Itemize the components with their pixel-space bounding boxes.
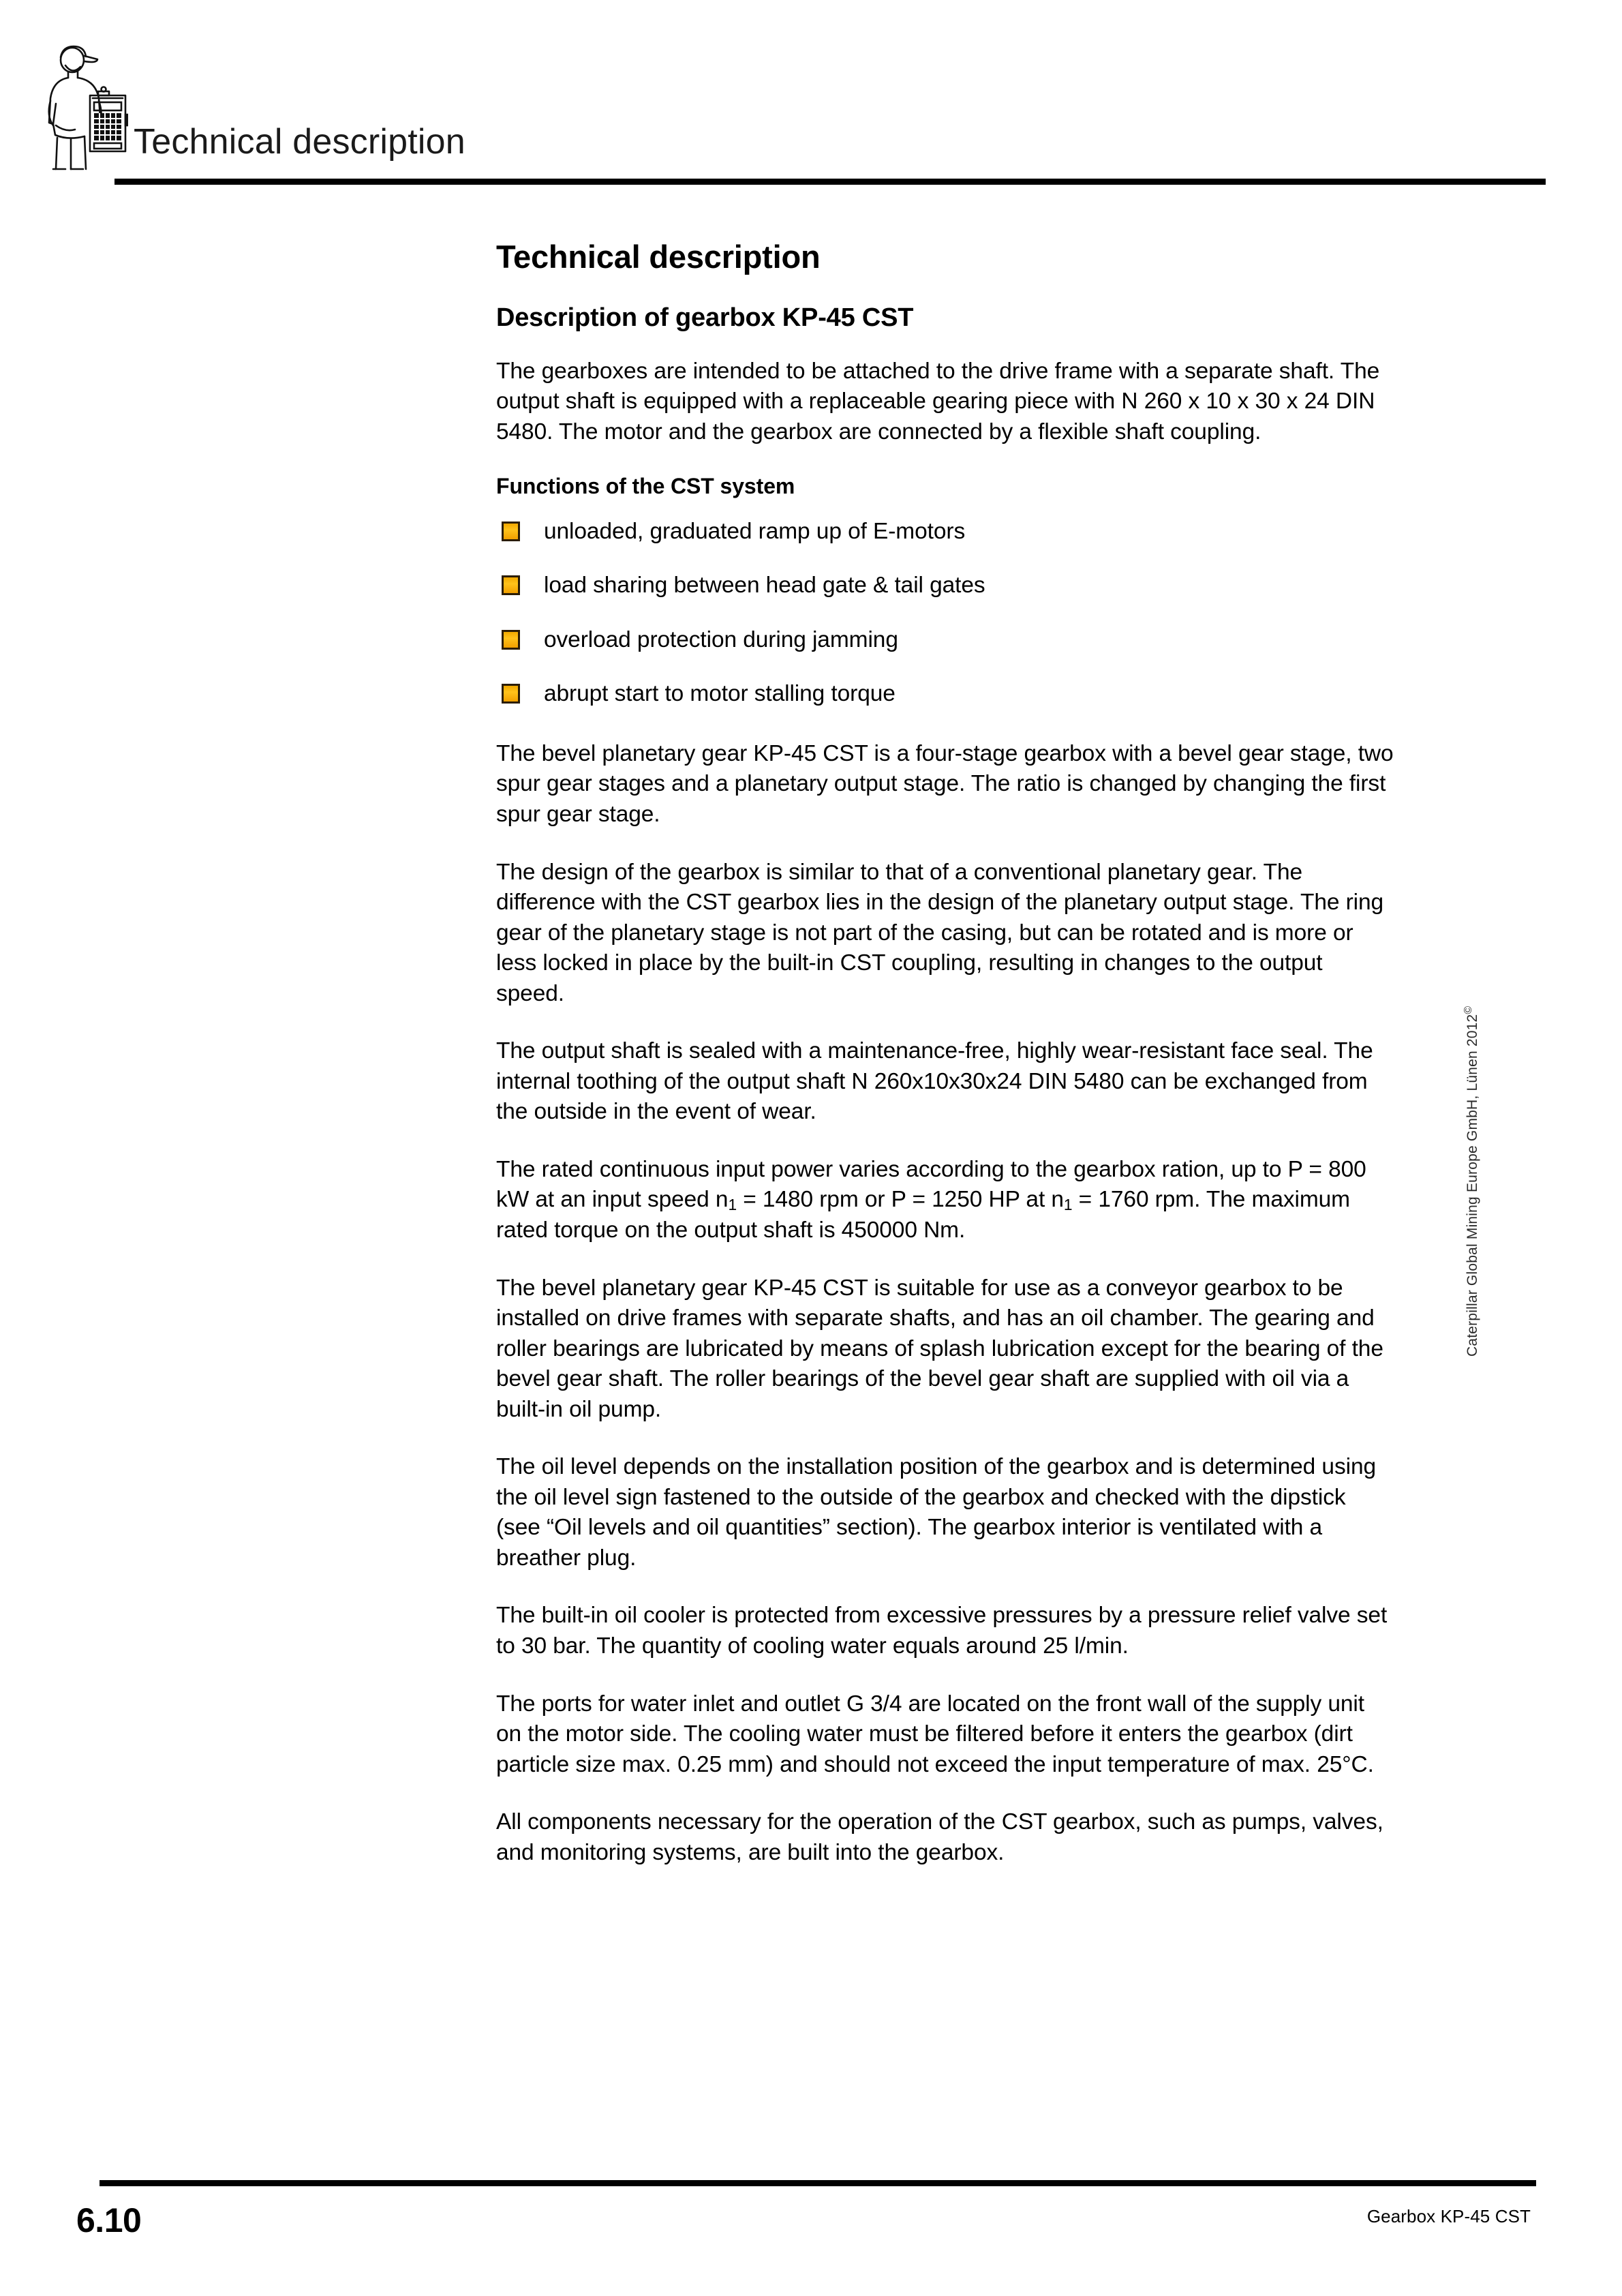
intro-paragraph: The gearboxes are intended to be attached to the drive frame with a separate shaft. The output shaft is equipped with a replaceable gearing piece with N 260 x 10 x 30 x 24 DIN 5480. The motor and the gearbox are connected by a flexible shaft coupling.: [496, 358, 1380, 444]
list-item: [496, 571, 1396, 601]
body-paragraph: The output shaft is sealed with a maintenance-free, highly wear-resistant face seal. The internal toothing of the output shaft N 260x10x30x24 DIN 5480 can be exchanged from the outside in the event of wear.: [496, 1038, 1373, 1125]
header-divider: [114, 179, 1546, 185]
power-text-part1: The rated continuous input power varies according to the gearbox ration, up to P = 800 kW at an input speed n: [496, 1156, 1366, 1213]
body-paragraph: The oil level depends on the installation position of the gearbox and is determined using the oil level sign fastened to the outside of the gearbox and checked with the dipstick (see “Oil levels and oil quantities” section). The gearbox interior is ventilated with a breather plug.: [496, 1454, 1377, 1571]
list-item: [496, 679, 1396, 709]
footer-page-number: 6.10: [76, 2201, 142, 2239]
footer-document-title: Gearbox KP-45 CST: [1366, 2206, 1531, 2226]
power-text-part3: = 1760 rpm. The maximum rated torque on the output shaft is 450000 Nm.: [496, 1187, 1350, 1243]
power-subscript-1: 1: [728, 1196, 737, 1214]
power-subscript-2: 1: [1063, 1196, 1073, 1214]
copyright-symbol-icon: ©: [1463, 1006, 1474, 1014]
header-title: Technical description: [134, 122, 465, 162]
square-bullet-icon: [502, 630, 520, 650]
body-paragraph: The bevel planetary gear KP-45 CST is a four-stage gearbox with a bevel gear stage, two spur gear stages and a planetary output stage. The ratio is changed by changing the first spur gear stage.: [496, 740, 1394, 827]
section-heading-description: Description of gearbox KP-45 CST: [496, 303, 914, 332]
body-paragraph: All components necessary for the operation of the CST gearbox, such as pumps, valves, and monitoring systems, are built into the gearbox.: [496, 1809, 1383, 1865]
list-item-label: load sharing between head gate & tail gates: [544, 573, 985, 599]
square-bullet-icon: [502, 522, 520, 541]
page-title: Technical description: [496, 239, 821, 275]
square-bullet-icon: [502, 575, 520, 595]
list-item: [496, 625, 1396, 655]
body-paragraph: The bevel planetary gear KP-45 CST is suitable for use as a conveyor gearbox to be installed on drive frames with separate shafts, and has an oil chamber. The gearing and roller bearings are lubricated by means of splash lubrication except for the bearing of the bevel gear shaft. The roller bearings of the bevel gear shaft are supplied with oil via a built-in oil pump.: [496, 1275, 1383, 1422]
list-item: [496, 517, 1396, 547]
power-text-part2: = 1480 rpm or P = 1250 HP at n: [737, 1187, 1064, 1213]
copyright-label: Caterpillar Global Mining Europe GmbH, Lünen 2012: [1465, 1014, 1480, 1357]
power-rating-paragraph: [496, 1155, 1396, 1246]
body-paragraph: The built-in oil cooler is protected from excessive pressures by a pressure relief valve set to 30 bar. The quantity of cooling water equals around 25 l/min.: [496, 1603, 1388, 1659]
body-paragraph: The design of the gearbox is similar to that of a conventional planetary gear. The difference with the CST gearbox lies in the design of the planetary output stage. The ring gear of the planetary stage is not part of the casing, but can be rotated and is more or less locked in place by the built-in CST coupling, resulting in changes to the output speed.: [496, 859, 1384, 1006]
page-header: [0, 0, 1622, 198]
subheading-functions: Functions of the CST system: [496, 474, 795, 499]
inspector-with-device-icon: [33, 35, 128, 172]
main-content: [496, 240, 1396, 1868]
list-item-label: abrupt start to motor stalling torque: [544, 681, 896, 707]
copyright-vertical-text: [1463, 920, 1481, 1357]
footer-divider: [100, 2180, 1536, 2186]
body-paragraph: The ports for water inlet and outlet G 3/4 are located on the front wall of the supply unit on the motor side. The cooling water must be filtered before it enters the gearbox (dirt particle size max. 0.25 mm) and should not exceed the input temperature of max. 25°C.: [496, 1691, 1374, 1777]
functions-list: [496, 517, 1396, 709]
list-item-label: unloaded, graduated ramp up of E-motors: [544, 518, 966, 544]
list-item-label: overload protection during jamming: [544, 626, 898, 652]
square-bullet-icon: [502, 684, 520, 704]
